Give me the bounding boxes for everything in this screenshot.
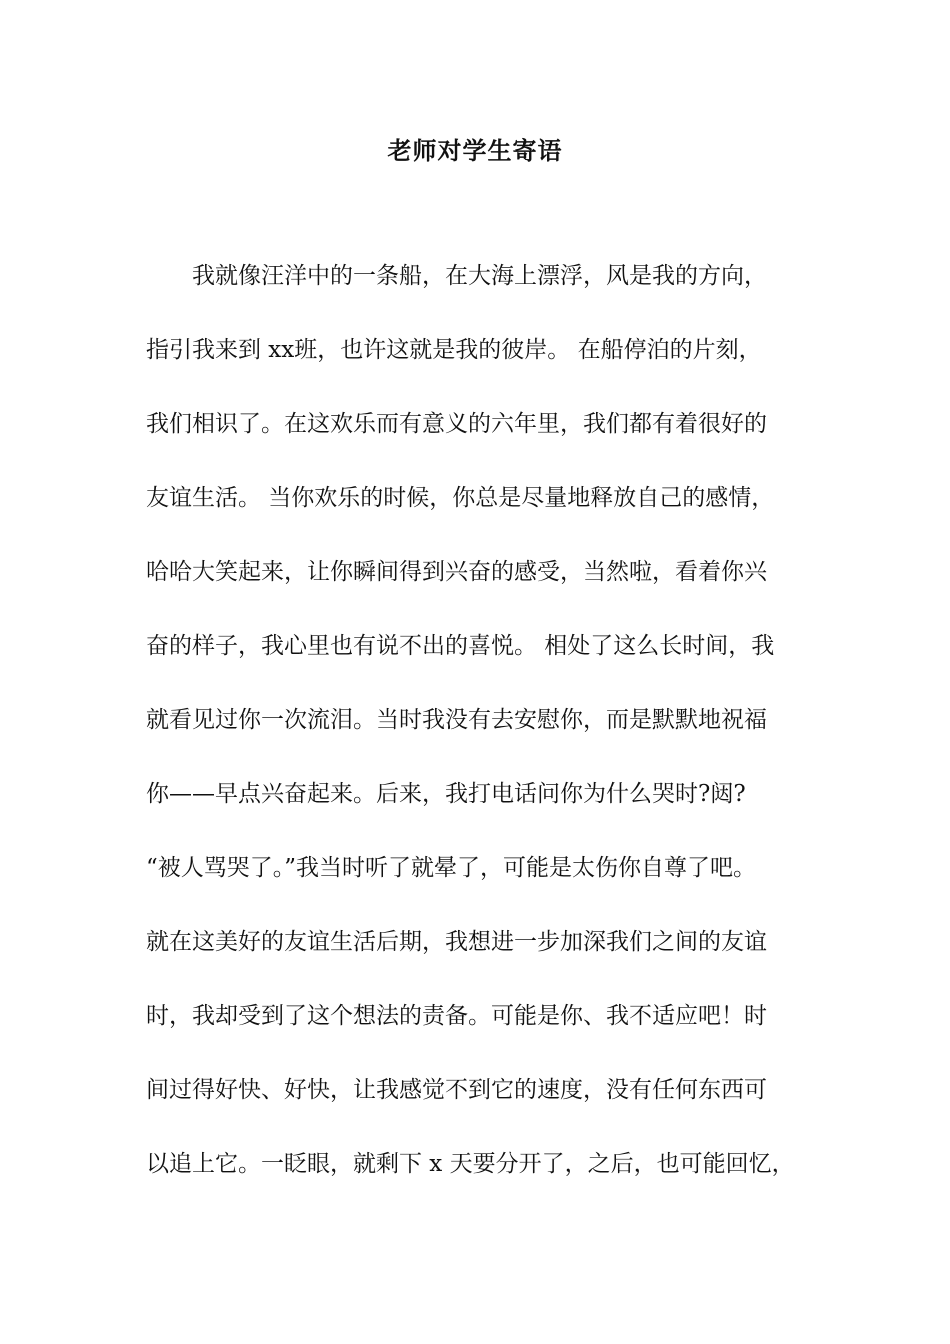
page-title: 老师对学生寄语 xyxy=(387,136,563,165)
body-text xyxy=(146,256,826,1218)
text-line-4: 友谊生活。 当你欢乐的时候，你总是尽量地释放自己的感情， xyxy=(146,485,775,511)
text-line-2: 指引我来到 xx班，也许这就是我的彼岸。 在船停泊的片刻， xyxy=(146,337,762,363)
text-line-13: 以追上它。一眨眼，就剩下 x 天要分开了，之后，也可能回忆， xyxy=(146,1151,795,1177)
text-line-9: “被人骂哭了。”我当时听了就晕了，可能是太伤你自尊了吧。 xyxy=(146,855,757,881)
text-line-3: 我们相识了。在这欢乐而有意义的六年里，我们都有着很好的 xyxy=(146,411,767,437)
text-line-8: 你——早点兴奋起来。后来，我打电话问你为什么哭时?闼? xyxy=(146,781,746,807)
text-line-1: 我就像汪洋中的一条船，在大海上漂浮，风是我的方向， xyxy=(146,263,767,289)
text-line-11: 时，我却受到了这个想法的责备。可能是你、我不适应吧！时 xyxy=(146,1003,767,1029)
text-line-6: 奋的样子，我心里也有说不出的喜悦。 相处了这么长时间，我 xyxy=(146,633,775,659)
text-line-12: 间过得好快、好快，让我感觉不到它的速度，没有任何东西可 xyxy=(146,1077,767,1103)
text-line-10: 就在这美好的友谊生活后期，我想进一步加深我们之间的友谊 xyxy=(146,929,767,955)
text-line-5: 哈哈大笑起来，让你瞬间得到兴奋的感受，当然啦，看着你兴 xyxy=(146,559,767,585)
text-line-7: 就看见过你一次流泪。当时我没有去安慰你，而是默默地祝福 xyxy=(146,707,767,733)
